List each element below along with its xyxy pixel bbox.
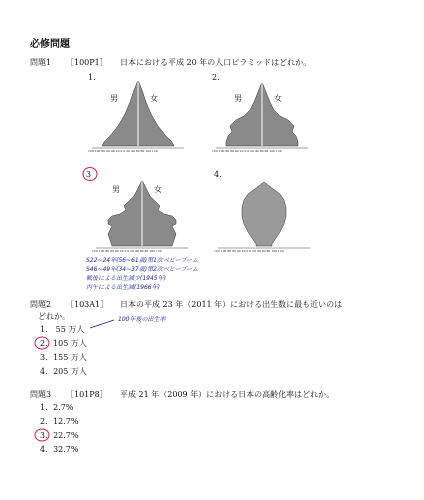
q2-answer-circle <box>34 335 50 351</box>
handwritten-note-2: S46~49年(34~37歳)第2次ベビーブーム <box>86 266 199 273</box>
q2-text: 日本の平成 23 年（2011 年）における出生数に最も近いのは <box>120 300 343 309</box>
pyramid-3-male: 男 <box>112 185 120 194</box>
q1-label: 問題1 <box>30 58 52 67</box>
q3-code: ［101P8］ <box>66 390 108 399</box>
pyramid-1-axis: 120 100 80 60 40 20 0 0 20 40 60 80 100 120 <box>88 149 158 153</box>
q2-label: 問題2 <box>30 300 52 309</box>
section-heading: 必修問題 <box>30 39 70 50</box>
q3-text: 平成 21 年（2009 年）における日本の高齢化率はどれか。 <box>120 390 335 399</box>
q3-option-3: 3．22.7% <box>40 431 79 440</box>
pyramid-3-number: 3 <box>86 170 92 179</box>
pyramid-4-axis: 120 100 80 60 40 20 0 0 20 40 60 80 100 120 <box>214 249 284 253</box>
q3-label: 問題3 <box>30 390 52 399</box>
q2-option-1: 1． 55 万人 <box>40 325 85 334</box>
handwritten-note-3: 戦後による出生減少(1945年) <box>86 275 166 282</box>
q1-code: ［100P1］ <box>66 58 108 67</box>
handwritten-note-4: 丙午による出生減(1966年) <box>86 284 160 291</box>
q2-code: ［103A1］ <box>66 300 109 309</box>
q3-option-1: 1．2.7% <box>40 403 74 412</box>
q2-text-cont: どれか。 <box>38 312 70 321</box>
pyramid-1-chart <box>88 73 188 154</box>
q2-option-4: 4．205 万人 <box>40 367 87 376</box>
q3-option-4: 4．32.7% <box>40 445 79 454</box>
pyramid-2-axis: 120 100 80 60 40 20 0 0 20 40 60 80 100 120 <box>212 149 282 153</box>
pyramid-3-female: 女 <box>154 185 162 194</box>
pyramid-3-axis: 120 100 80 60 40 20 0 0 20 40 60 80 100 120 <box>92 249 162 253</box>
q3-option-2: 2．12.7% <box>40 417 79 426</box>
pyramid-4-chart <box>214 176 314 254</box>
pyramid-2-female: 女 <box>274 94 282 103</box>
pyramid-2-number: 2． <box>212 73 226 82</box>
q1-text: 日本における平成 20 年の人口ピラミッドはどれか。 <box>120 58 312 67</box>
pyramid-1-number: 1． <box>88 73 102 82</box>
q2-option-3: 3．155 万人 <box>40 353 87 362</box>
q2-option-2: 2．105 万人 <box>40 339 87 348</box>
q2-note-arrow <box>88 316 118 332</box>
pyramid-2-male: 男 <box>234 94 242 103</box>
q2-handwritten-note: 100年後の出生率 <box>118 316 166 323</box>
handwritten-note-1: S22~24年(56~61歳)第1次ベビーブーム <box>86 257 199 264</box>
pyramid-1-male: 男 <box>110 94 118 103</box>
q3-answer-circle <box>34 427 50 443</box>
pyramid-1-female: 女 <box>150 94 158 103</box>
pyramid-4-number: 4． <box>214 170 228 179</box>
pyramid-3-chart <box>92 176 192 254</box>
pyramid-2-chart <box>212 73 312 154</box>
